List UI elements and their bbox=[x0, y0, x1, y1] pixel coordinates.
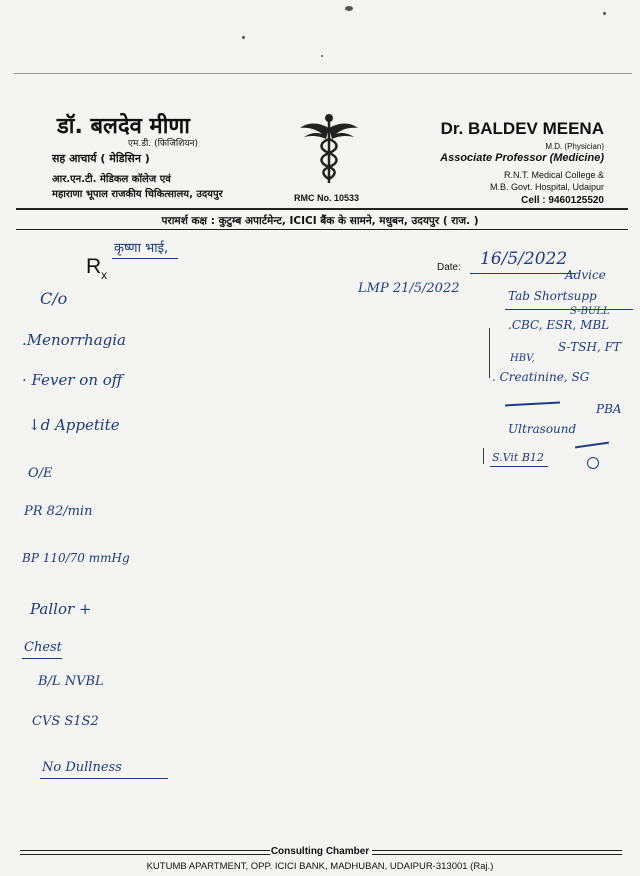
advice-underline bbox=[505, 309, 633, 310]
header-rule-top bbox=[16, 208, 628, 210]
investigation-underline bbox=[490, 466, 548, 467]
date-label: Date: bbox=[437, 262, 461, 273]
investigation-pba: PBA bbox=[596, 402, 622, 416]
scan-speck bbox=[321, 55, 323, 57]
rx-symbol-r: R bbox=[86, 255, 102, 278]
investigation-ultrasound: Ultrasound bbox=[508, 422, 577, 436]
complaints-heading: C/o bbox=[40, 289, 68, 308]
chest-heading: Chest bbox=[24, 640, 62, 655]
doctor-name-english: Dr. BALDEV MEENA bbox=[440, 119, 604, 138]
footer-address: KUTUMB APARTMENT, OPP. ICICI BANK, MADHUBAN, UDAIPUR-313001 (Raj.) bbox=[146, 861, 494, 872]
hospital-english: M.B. Govt. Hospital, Udaipur bbox=[489, 182, 604, 192]
investigation-cbc: .CBC, ESR, MBL bbox=[508, 318, 610, 332]
degree-english: M.D. (Physician) bbox=[545, 142, 604, 151]
investigation-sbull: S-BULL bbox=[570, 306, 610, 317]
blood-pressure: BP 110/70 mmHg bbox=[22, 551, 130, 565]
college-hindi: आर.एन.टी. मेडिकल कॉलेज एवं bbox=[52, 174, 171, 185]
footer-title: Consulting Chamber bbox=[270, 846, 370, 857]
abdomen-underline bbox=[40, 778, 168, 779]
doctor-name-hindi: डॉ. बलदेव मीणा bbox=[57, 114, 190, 139]
scan-speck bbox=[345, 6, 353, 11]
bracket-line bbox=[489, 328, 490, 378]
investigation-creatinine: . Creatinine, SG bbox=[492, 370, 590, 384]
lmp-note: LMP 21/5/2022 bbox=[358, 281, 460, 296]
bracket-line-2 bbox=[483, 448, 484, 464]
pallor-finding: Pallor + bbox=[30, 600, 92, 618]
date-underline bbox=[470, 273, 575, 274]
rx-symbol-x: x bbox=[101, 268, 108, 282]
designation-english: Associate Professor (Medicine) bbox=[440, 152, 604, 164]
hospital-hindi: महाराणा भूपाल राजकीय चिकित्सालय, उदयपुर bbox=[52, 189, 223, 200]
handwritten-date: 16/5/2022 bbox=[480, 249, 568, 269]
scan-speck bbox=[603, 12, 606, 15]
pulse-rate: PR 82/min bbox=[24, 504, 93, 519]
strike-mark-1 bbox=[505, 402, 560, 407]
advice-tablet: Tab Shortsupp bbox=[508, 289, 597, 303]
rmc-number: RMC No. 10533 bbox=[294, 193, 360, 203]
cvs-finding: CVS S1S2 bbox=[32, 714, 99, 729]
chest-underline bbox=[22, 658, 62, 659]
designation-hindi: सह आचार्य ( मेडिसिन ) bbox=[52, 152, 150, 165]
investigation-vitb12: S.Vit B12 bbox=[492, 451, 544, 464]
investigation-tsh: S-TSH, FT bbox=[558, 340, 621, 354]
rx-symbol bbox=[86, 255, 108, 282]
strike-mark-2 bbox=[575, 442, 609, 449]
complaint-fever: · Fever on off bbox=[22, 371, 123, 389]
exam-heading: O/E bbox=[28, 466, 53, 481]
complaint-appetite: ↓d Appetite bbox=[28, 416, 120, 434]
investigation-hbv: HBV, bbox=[510, 353, 535, 364]
cell-number: Cell : 9460125520 bbox=[521, 195, 604, 206]
complaint-menorrhagia: .Menorrhagia bbox=[22, 331, 126, 349]
consulting-address-hindi: परामर्श कक्ष : कुटुम्ब अपार्टमेन्ट, ICICI बैंक के सामने, मधुबन, उदयपुर ( राज. ) bbox=[161, 215, 479, 227]
abdomen-finding: No Dullness bbox=[42, 760, 122, 775]
caduceus-icon bbox=[298, 113, 360, 185]
advice-heading: Advice bbox=[565, 268, 606, 282]
scribble-mark bbox=[587, 457, 599, 469]
patient-name: कृष्णा भाई, bbox=[114, 241, 169, 256]
top-edge-line bbox=[14, 73, 632, 74]
degree-hindi: एम.डी. (फिजिशियन) bbox=[128, 139, 199, 149]
header-rule-bottom bbox=[16, 229, 628, 230]
scan-speck bbox=[242, 36, 245, 39]
breath-sounds: B/L NVBL bbox=[38, 674, 104, 689]
college-english: R.N.T. Medical College & bbox=[503, 170, 604, 180]
patient-name-underline bbox=[112, 258, 178, 259]
